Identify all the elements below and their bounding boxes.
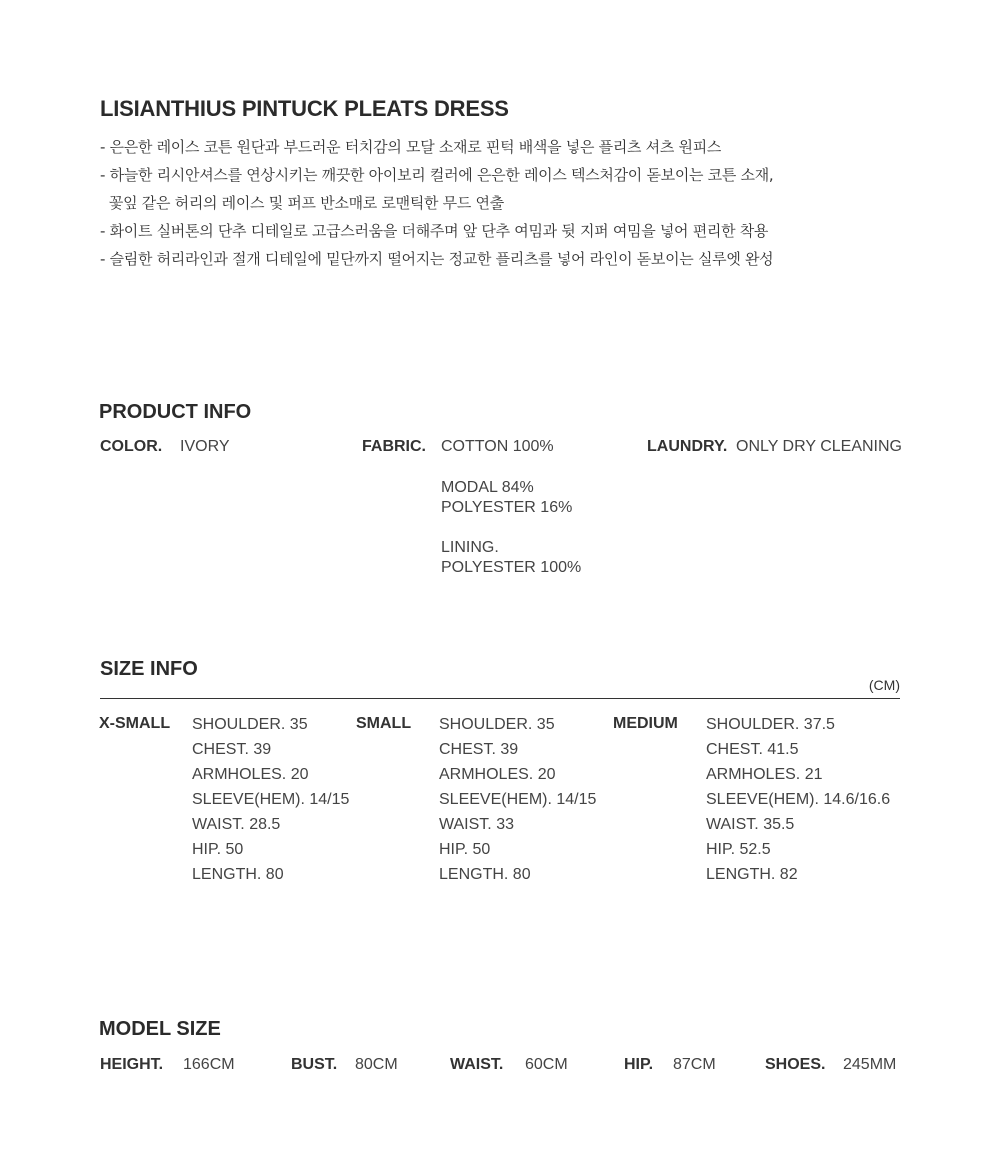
model-waist-label: WAIST. [450, 1056, 504, 1073]
measurement-waist: WAIST. 28.5 [192, 816, 281, 833]
size-info-title: SIZE INFO [100, 658, 198, 680]
measurement-shoulder: SHOULDER. 35 [439, 716, 555, 733]
lining-label: LINING. [441, 539, 499, 556]
measurement-shoulder: SHOULDER. 37.5 [706, 716, 835, 733]
measurement-chest: CHEST. 39 [439, 741, 519, 758]
measurement-sleeve: SLEEVE(HEM). 14/15 [192, 791, 350, 808]
description-line: 꽃잎 같은 허리의 레이스 및 퍼프 반소매로 로맨틱한 무드 연출 [100, 194, 504, 212]
laundry-label: LAUNDRY. [647, 438, 728, 455]
measurement-waist: WAIST. 35.5 [706, 816, 795, 833]
size-measurements-small [439, 712, 596, 887]
description-line: - 하늘한 리시안셔스를 연상시키는 깨끗한 아이보리 컬러에 은은한 레이스 텍스처감이 돋보이는 코튼 소재, [100, 166, 774, 184]
measurement-chest: CHEST. 41.5 [706, 741, 799, 758]
measurement-armholes: ARMHOLES. 20 [192, 766, 309, 783]
measurement-armholes: ARMHOLES. 21 [706, 766, 823, 783]
description-line: - 화이트 실버톤의 단추 디테일로 고급스러움을 더해주며 앞 단추 여밈과 뒷 지퍼 여밈을 넣어 편리한 착용 [100, 222, 769, 240]
laundry-value: ONLY DRY CLEANING [736, 438, 902, 455]
measurement-hip: HIP. 50 [439, 841, 491, 858]
product-info-title: PRODUCT INFO [99, 401, 252, 423]
model-bust-label: BUST. [291, 1056, 338, 1073]
description-line: - 슬림한 허리라인과 절개 디테일에 밑단까지 떨어지는 정교한 플리츠를 넣어 라인이 돋보이는 실루엣 완성 [100, 250, 774, 268]
fabric-value-modal: MODAL 84% [441, 479, 534, 496]
model-size-title: MODEL SIZE [99, 1018, 221, 1040]
model-hip-label: HIP. [624, 1056, 654, 1073]
measurement-hip: HIP. 50 [192, 841, 244, 858]
lining-value: POLYESTER 100% [441, 559, 582, 576]
description-line: - 은은한 레이스 코튼 원단과 부드러운 터치감의 모달 소재로 핀턱 배색을 넣은 플리츠 셔츠 원피스 [100, 138, 722, 156]
model-bust-value: 80CM [355, 1056, 398, 1073]
size-name-small: SMALL [356, 715, 412, 732]
size-measurements-xsmall [192, 712, 349, 887]
measurement-sleeve: SLEEVE(HEM). 14.6/16.6 [706, 791, 891, 808]
measurement-sleeve: SLEEVE(HEM). 14/15 [439, 791, 597, 808]
measurement-hip: HIP. 52.5 [706, 841, 771, 858]
measurement-waist: WAIST. 33 [439, 816, 514, 833]
fabric-value-polyester: POLYESTER 16% [441, 499, 573, 516]
measurement-length: LENGTH. 80 [192, 866, 284, 883]
model-shoes-value: 245MM [843, 1056, 897, 1073]
size-divider [100, 698, 900, 699]
model-shoes-label: SHOES. [765, 1056, 826, 1073]
model-hip-value: 87CM [673, 1056, 716, 1073]
size-measurements-medium [706, 712, 890, 887]
model-height-label: HEIGHT. [100, 1056, 164, 1073]
measurement-length: LENGTH. 82 [706, 866, 798, 883]
size-name-medium: MEDIUM [613, 715, 678, 732]
measurement-chest: CHEST. 39 [192, 741, 272, 758]
measurement-length: LENGTH. 80 [439, 866, 531, 883]
color-label: COLOR. [100, 438, 163, 455]
color-value: IVORY [180, 438, 230, 455]
fabric-label: FABRIC. [362, 438, 426, 455]
size-name-xsmall: X-SMALL [99, 715, 171, 732]
measurement-armholes: ARMHOLES. 20 [439, 766, 556, 783]
model-height-value: 166CM [183, 1056, 235, 1073]
fabric-value-main: COTTON 100% [441, 438, 554, 455]
measurement-shoulder: SHOULDER. 35 [192, 716, 308, 733]
size-unit: (CM) [868, 677, 900, 693]
model-waist-value: 60CM [525, 1056, 568, 1073]
product-title: LISIANTHIUS PINTUCK PLEATS DRESS [100, 96, 509, 121]
